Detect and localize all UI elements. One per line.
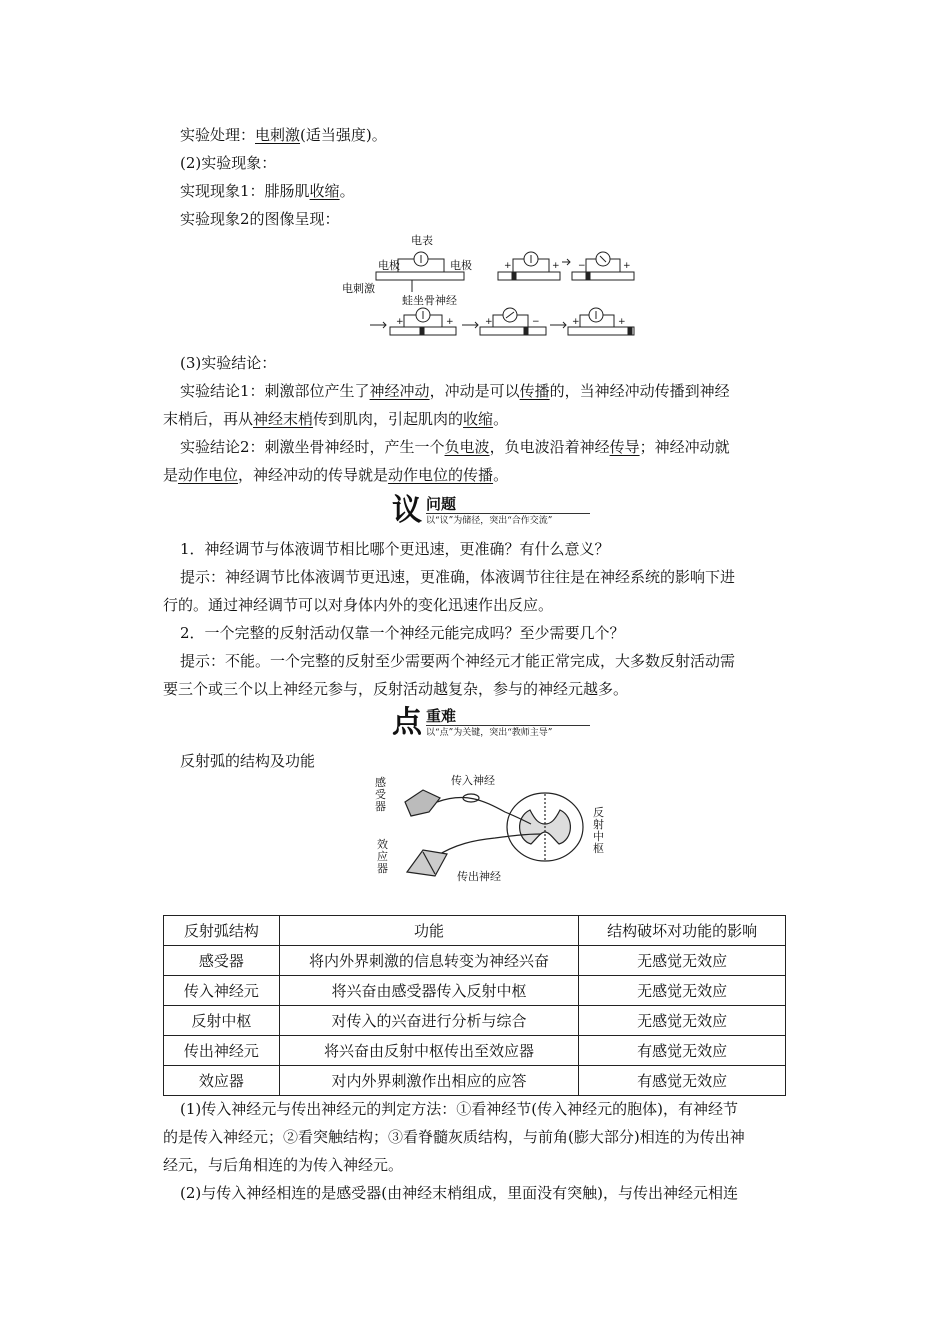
c2-text-d: 是 (163, 466, 179, 484)
c2-text-b: ，负电波沿着神经 (489, 438, 610, 456)
note-1-line-2: 的是传入神经元；②看突触结构；③看脊髓灰质结构，与前角(膨大部分)相连的为传出神 (163, 1128, 745, 1146)
table-cell: 将兴奋由感受器传入反射中枢 (279, 976, 579, 1006)
discuss-banner (392, 493, 592, 530)
svg-text:+: + (552, 261, 560, 271)
table-row (164, 1036, 786, 1066)
answer-2-line-1: 提示：不能。一个完整的反射至少需要两个神经元才能正常完成，大多数反射活动需 (180, 652, 736, 670)
conclusion-1-line-1 (180, 380, 730, 402)
phenomenon-1 (180, 180, 355, 202)
phenomenon-2: 实验现象2的图像呈现： (180, 210, 340, 228)
phen1-answer: 收缩 (309, 182, 340, 200)
svg-text:+: + (618, 317, 626, 327)
label-electrode-left: 电极 (378, 259, 400, 272)
svg-text:+: + (504, 261, 512, 271)
effector-shape (407, 850, 447, 876)
table-cell: 传出神经元 (164, 1036, 280, 1066)
c1-text-e: 传到肌肉，引起肌肉的 (313, 410, 464, 428)
question-1: 1．神经调节与体液调节相比哪个更迅速，更准确？有什么意义？ (180, 540, 610, 558)
label-nerve: 蛙坐骨神经 (402, 294, 457, 307)
c2-text-c: ；神经冲动就 (639, 438, 730, 456)
note-1-line-1: (1)传入神经元与传出神经元的判定方法：①看神经节(传入神经元的胞体)，有神经节 (180, 1100, 738, 1118)
table-cell: 传入神经元 (164, 976, 280, 1006)
receptor-shape (405, 790, 440, 816)
conclusion-1-line-2 (163, 408, 508, 430)
question-2: 2．一个完整的反射活动仅靠一个神经元能完成吗？至少需要几个？ (180, 624, 625, 642)
treatment-line (180, 124, 387, 146)
label-receptor: 感受器 (375, 776, 386, 813)
conclusion-2-line-2 (163, 464, 508, 486)
phen1-label: 实现现象1：腓肠肌 (180, 182, 310, 200)
c1-answer-4: 收缩 (463, 410, 494, 428)
svg-text:−: − (578, 261, 586, 271)
label-effector: 效应器 (377, 838, 388, 875)
table-cell: 对传入的兴奋进行分析与综合 (279, 1006, 579, 1036)
table-header-row (164, 916, 786, 946)
table-cell: 反射中枢 (164, 1006, 280, 1036)
svg-text:+: + (396, 317, 404, 327)
c1-answer-3: 神经末梢 (253, 410, 314, 428)
discuss-banner-char: 议 (392, 493, 422, 528)
label-electrode-right: 电极 (450, 259, 472, 272)
c2-answer-4: 动作电位的传播 (388, 466, 494, 484)
key-banner-title: 重难 (426, 707, 457, 725)
table-cell: 有感觉无效应 (579, 1036, 786, 1066)
key-banner-rule (426, 725, 590, 726)
reflex-arc-table (163, 915, 786, 1096)
c2-text-a: 实验结论2：刺激坐骨神经时，产生一个 (180, 438, 445, 456)
conclusion-heading: (3)实验结论： (180, 354, 277, 372)
table-cell: 将内外界刺激的信息转变为神经兴奋 (279, 946, 579, 976)
table-cell: 无感觉无效应 (579, 1006, 786, 1036)
key-banner-subtitle: 以“点”为关键，突出“教师主导” (426, 728, 553, 738)
action-potential-figure (338, 232, 638, 344)
table-cell: 感受器 (164, 946, 280, 976)
c1-answer-2: 传播 (519, 382, 550, 400)
svg-text:+: + (485, 317, 493, 327)
svg-text:+: + (446, 317, 454, 327)
note-1-line-3: 经元，与后角相连的为传入神经元。 (163, 1156, 404, 1174)
reflex-arc-figure (365, 772, 615, 886)
table-cell: 有感觉无效应 (579, 1066, 786, 1096)
discuss-banner-rule (426, 513, 590, 514)
reflex-heading: 反射弧的结构及功能 (180, 752, 316, 770)
table-row (164, 1066, 786, 1096)
conclusion-2-line-1 (180, 436, 730, 458)
label-efferent: 传出神经 (457, 870, 501, 883)
key-banner (392, 705, 592, 742)
discuss-banner-title: 问题 (426, 495, 457, 513)
c2-text-f: 。 (493, 466, 509, 484)
label-meter: 电表 (411, 234, 433, 247)
afferent-path (437, 797, 531, 824)
answer-2-line-2: 要三个或三个以上神经元参与，反射活动越复杂，参与的神经元越多。 (163, 680, 629, 698)
treatment-answer: 电刺激 (255, 126, 301, 144)
answer-1-line-2: 行的。通过神经调节可以对身体内外的变化迅速作出反应。 (163, 596, 554, 614)
label-stimulus: 电刺激 (342, 282, 375, 295)
panel-labeled (376, 252, 464, 292)
label-center: 反射中枢 (593, 806, 604, 855)
c1-text-c: 的，当神经冲动传播到神经 (549, 382, 730, 400)
treatment-label: 实验处理： (180, 126, 256, 144)
table-cell: 将兴奋由反射中枢传出至效应器 (279, 1036, 579, 1066)
c2-text-e: ，神经冲动的传导就是 (238, 466, 389, 484)
key-banner-char: 点 (392, 705, 422, 740)
label-afferent: 传入神经 (451, 774, 495, 787)
table-row (164, 976, 786, 1006)
table-cell: 对内外界刺激作出相应的应答 (279, 1066, 579, 1096)
table-header-cell: 结构破坏对功能的影响 (579, 916, 786, 946)
discuss-banner-subtitle: 以“议”为储径，突出“合作交流” (426, 516, 553, 526)
phenomenon-heading: (2)实验现象： (180, 154, 277, 172)
answer-1-line-1: 提示：神经调节比体液调节更迅速，更准确，体液调节往往是在神经系统的影响下进 (180, 568, 736, 586)
table-row (164, 1006, 786, 1036)
note-2-line-1: (2)与传入神经相连的是感受器(由神经末梢组成，里面没有突触)，与传出神经元相连 (180, 1184, 738, 1202)
svg-text:−: − (532, 317, 540, 327)
treatment-rest: (适当强度)。 (300, 126, 387, 144)
c2-answer-2: 传导 (609, 438, 640, 456)
c1-answer-1: 神经冲动 (369, 382, 430, 400)
table-cell: 无感觉无效应 (579, 976, 786, 1006)
svg-text:+: + (623, 261, 631, 271)
table-header-cell: 功能 (279, 916, 579, 946)
phen1-end: 。 (339, 182, 355, 200)
c1-text-d: 末梢后，再从 (163, 410, 254, 428)
c1-text-a: 实验结论1：刺激部位产生了 (180, 382, 370, 400)
c1-text-f: 。 (493, 410, 509, 428)
c1-text-b: ，冲动是可以 (429, 382, 520, 400)
c2-answer-1: 负电波 (444, 438, 490, 456)
table-cell: 无感觉无效应 (579, 946, 786, 976)
table-cell: 效应器 (164, 1066, 280, 1096)
table-header-cell: 反射弧结构 (164, 916, 280, 946)
svg-text:+: + (572, 317, 580, 327)
c2-answer-3: 动作电位 (178, 466, 239, 484)
table-row (164, 946, 786, 976)
